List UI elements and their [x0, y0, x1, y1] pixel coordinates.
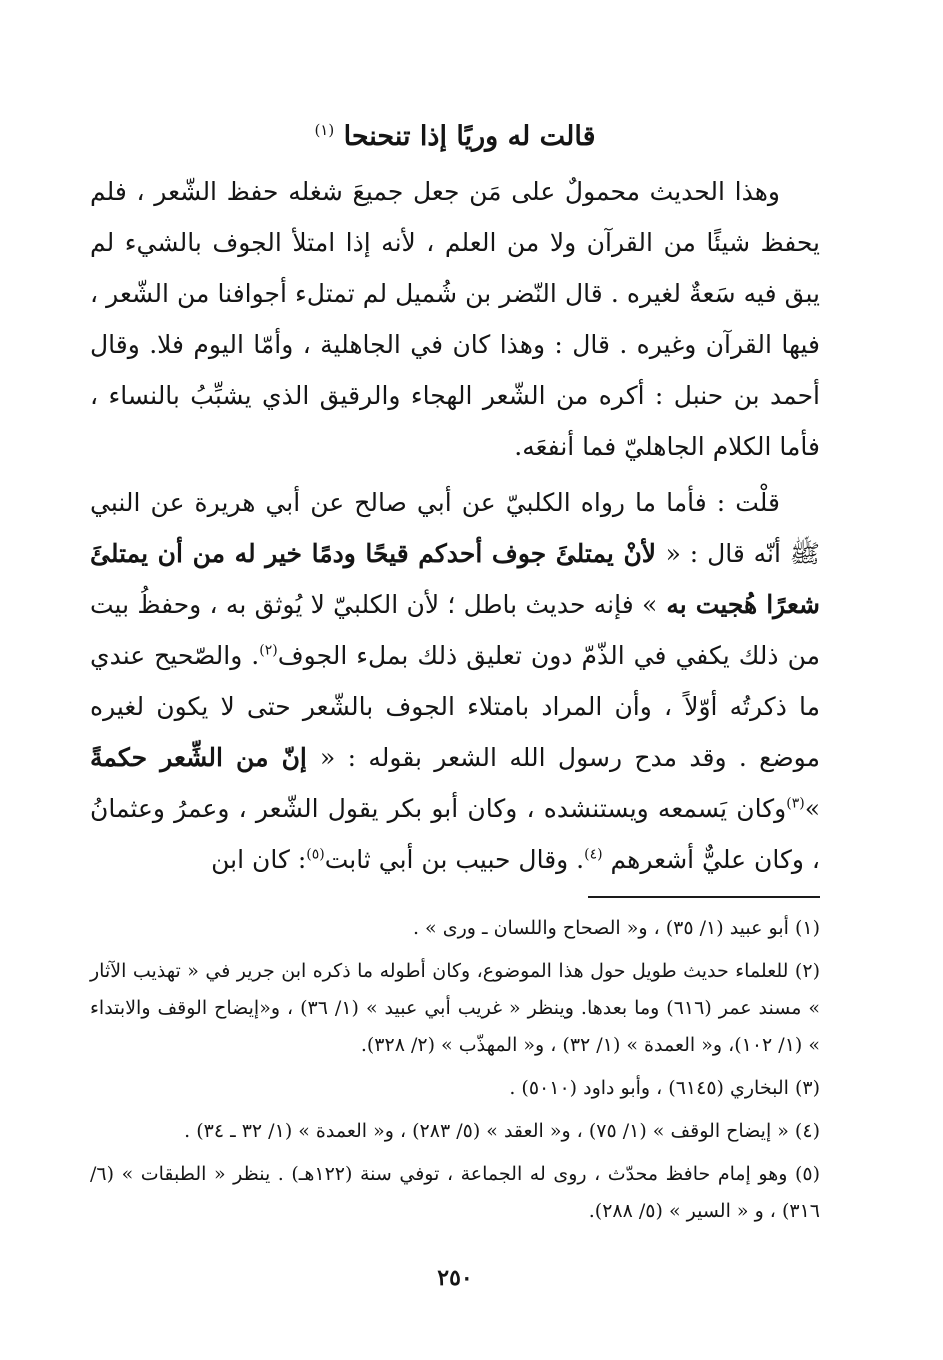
footnotes — [90, 908, 820, 1236]
hadith-quote-1: لأنْ يمتلئَ جوف أحدكم قيحًا ودمًا خير له من أن يمتلئَ شعرًا هُجيت به — [90, 539, 820, 619]
footnote-4: (٤) « إيضاح الوقف » (١/ ٧٥) ، و« العقد » (٥/ ٢٨٣) ، و« العمدة » (١/ ٣٢ ـ ٣٤) . — [184, 1120, 820, 1142]
paragraph-2 — [90, 477, 820, 885]
paragraph-1: وهذا الحديث محمولٌ على مَن جعل جميعَ شغله حفظ الشّعر ، فلم يحفظ شيئًا من القرآن ولا من العلم ، لأنه إذا امتلأ الجوف بالشيء لم يبق فيه سَعةٌ لغيره . قال النّضر بن شُميل لم تمتلء أجوافنا من الشّعر ، فيها القرآن وغيره . قال : وهذا كان في الجاهلية ، وأمّا اليوم فلا. وقال أحمد بن حنبل : أكره من الشّعر الهجاء والرقيق الذي يشبِّبُ بالنساء ، فأما الكلام الجاهليّ فما أنفعَه. — [90, 177, 820, 461]
paragraph-2-part-e: وكان يَسمعه ويستنشده ، وكان أبو بكر يقول الشّعر ، وعمرُ وعثمانُ ، وكان عليٌّ أشعرهم — [90, 794, 820, 874]
footnote-ref-2: (٢) — [259, 642, 278, 659]
footnote-3: (٣) البخاري (٦١٤٥) ، وأبو داود (٥٠١٠) . — [509, 1077, 820, 1099]
hadith-quote-2: إنّ من الشِّعر حكمةً — [90, 743, 320, 772]
footnote-ref-5: (٥) — [306, 846, 325, 863]
paragraph-2-intro: قلْت : فأما ما رواه الكلبيّ عن أبي صالح عن أبي هريرة عن النبي ﷺ أنّه قال : « — [90, 488, 820, 568]
main-text — [90, 166, 820, 885]
footnote-ref-3: (٣) — [786, 795, 805, 812]
footnote-separator — [588, 896, 820, 898]
footnote-1: (١) أبو عبيد (١/ ٣٥) ، و« الصحاح واللسان ـ ورى » . — [412, 917, 820, 939]
book-page — [90, 108, 820, 1318]
closing-quote-mark: » — [804, 794, 820, 823]
paragraph-2-part-f: . وقال حبيب بن أبي ثابت — [324, 845, 585, 874]
poem-heading-text: قالت له وريًا إذا تنحنحا — [343, 121, 596, 152]
paragraph-2-part-c: . والصّحيح عندي ما ذكرتُه أوّلاً ، وأن المراد بامتلاء الجوف بالشّعر حتى لا يكون لغيره موضع . وقد مدح رسول الله الشعر بقوله : « — [90, 641, 820, 772]
footnote-2: (٢) للعلماء حديث طويل حول هذا الموضوع، وكان أطوله ما ذكره ابن جرير في « تهذيب الآثار » مسند عمر (٦١٦) وما بعدها. وينظر « غريب أبي عبيد » (١/ ٣٦) ، و«إيضاح الوقف والابتداء » (١/ ١٠٢)، و« العمدة » (١/ ٣٢) ، و« المهذّب » (٢/ ٣٢٨). — [90, 960, 820, 1056]
footnote-5: (٥) وهو إمام حافظ محدّث ، روى له الجماعة ، توفي سنة (١٢٢هـ) . ينظر « الطبقات » (٦/ ٣١٦) ، و « السير » (٥/ ٢٨٨). — [90, 1163, 820, 1222]
footnote-ref-4: (٤) — [584, 846, 603, 863]
page-number: ٢٥٠ — [437, 1265, 473, 1291]
paragraph-2-part-b: » فإنه حديث باطل ؛ لأن الكلبيّ لا يُوثق به ، وحفظُ بيت من ذلك يكفي في الذّمّ دون تعليق ذلك بملء الجوف — [90, 590, 820, 670]
heading-footnote-marker: (١) — [314, 121, 335, 139]
poem-heading — [90, 108, 820, 159]
paragraph-2-part-g: : كان ابن — [211, 845, 307, 874]
